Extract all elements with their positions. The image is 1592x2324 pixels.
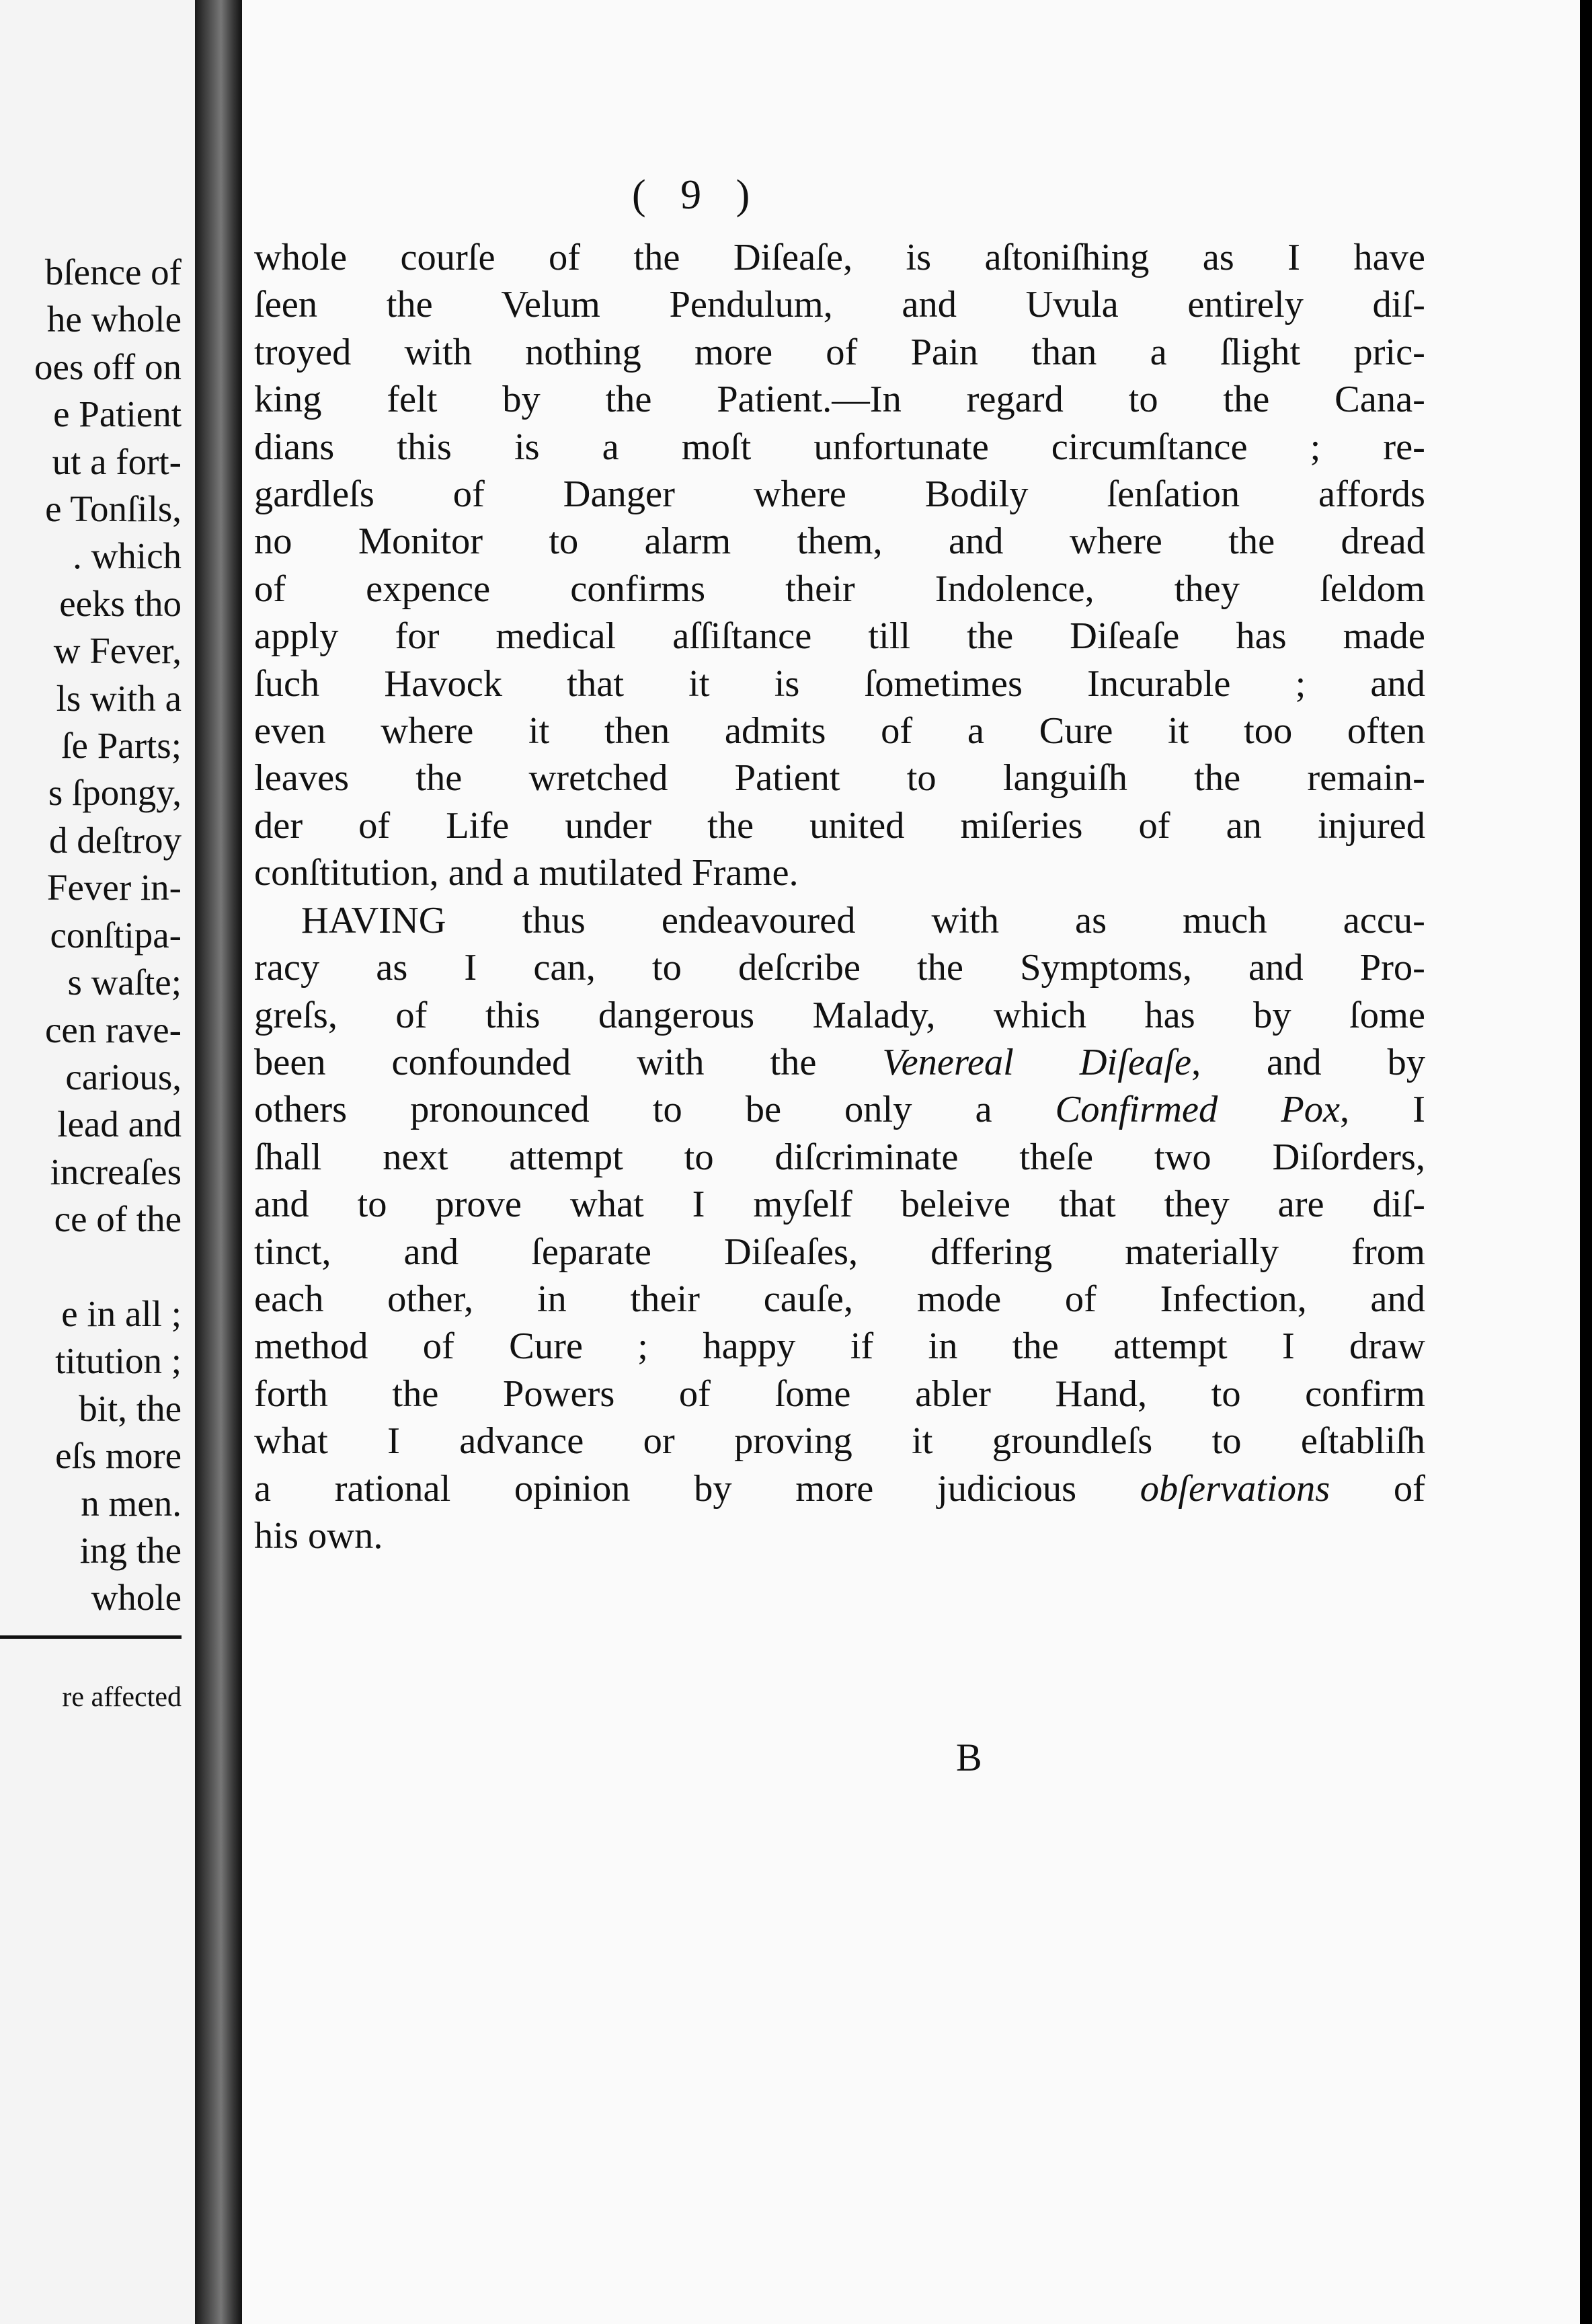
text-line: greſs, of this dangerous Malady, which has by ſome (254, 994, 1425, 1036)
facing-line: ls with a (56, 677, 182, 719)
text-line: his own. (254, 1514, 383, 1557)
text-line: tinct, and ſeparate Diſeaſes, dffering materially from (254, 1231, 1425, 1273)
facing-line: ce of the (54, 1198, 182, 1240)
facing-line: bit, the (79, 1387, 182, 1429)
facing-line (0, 1243, 182, 1290)
facing-line: ſe Parts; (61, 725, 182, 767)
footnote-rule (0, 1635, 182, 1639)
text-line: der of Life under the united miſeries of an injured (254, 804, 1425, 847)
text-line: forth the Powers of ſome abler Hand, to confirm (254, 1372, 1425, 1415)
facing-page-text (0, 249, 182, 1622)
text-line: king felt by the Patient.—In regard to the Cana- (254, 379, 1425, 421)
italic-term: Venereal Diſeaſe (882, 1041, 1192, 1083)
facing-line: carious, (65, 1056, 182, 1097)
text-line: gardleſs of Danger where Bodily ſenſation affords (254, 473, 1425, 516)
facing-line: e Patient (53, 393, 182, 435)
text-line: of expence confirms their Indolence, they ſeldom (254, 568, 1425, 610)
text-line: conſtitution, and a mutilated Frame. (254, 852, 799, 894)
facing-line: increaſes (50, 1151, 182, 1192)
facing-line: d deſtroy (48, 819, 182, 861)
facing-line: he whole (46, 299, 182, 340)
body-text (254, 234, 1425, 1559)
facing-line: cen rave- (44, 1009, 182, 1050)
text-segment: of (1330, 1467, 1425, 1510)
facing-line: eſs more (55, 1435, 182, 1477)
text-line (254, 1465, 1425, 1512)
facing-line: whole (91, 1577, 182, 1619)
facing-line: e in all ; (61, 1292, 182, 1334)
facing-line: titution ; (55, 1340, 182, 1382)
text-line: each other, in their cauſe, mode of Infection, and (254, 1278, 1425, 1320)
italic-term: Confirmed Pox (1055, 1089, 1341, 1131)
text-line: apply for medical aſſiſtance till the Diſeaſe has made (254, 615, 1425, 658)
text-line: ſeen the Velum Pendulum, and Uvula entirely diſ- (254, 284, 1425, 326)
text-line: ſuch Havock that it is ſometimes Incurable ; and (254, 662, 1425, 705)
text-line: method of Cure ; happy if in the attempt I draw (254, 1325, 1425, 1368)
text-segment: , and by (1191, 1041, 1425, 1083)
text-line (254, 1086, 1425, 1133)
facing-line: w Fever, (53, 630, 182, 672)
facing-footnote: re affected (62, 1682, 182, 1713)
facing-line: Fever in- (46, 867, 182, 908)
text-line (254, 1039, 1425, 1086)
text-line: whole courſe of the Diſeaſe, is aſtoniſhing as I have (254, 237, 1425, 278)
page (242, 0, 1580, 2324)
facing-page-fragment (0, 0, 195, 2324)
facing-line: n men. (81, 1482, 182, 1524)
text-line: racy as I can, to deſcribe the Symptoms, and Pro- (254, 947, 1425, 989)
signature-mark: B (956, 1736, 982, 1779)
facing-line: eeks tho (59, 582, 182, 624)
text-line: what I advance or proving it groundleſs to eſtabliſh (254, 1420, 1425, 1463)
text-line: HAVING thus endeavoured with as much accu- (301, 899, 1425, 941)
text-line: dians this is a moſt unfortunate circumſtance ; re- (254, 426, 1425, 468)
book-gutter (195, 0, 242, 2324)
facing-line: s ſpongy, (48, 772, 182, 814)
page-number: ( 9 ) (632, 172, 762, 218)
page-edge (1580, 0, 1592, 2324)
text-segment: been confounded with the (254, 1041, 883, 1083)
text-segment: , I (1340, 1089, 1425, 1131)
text-line: troyed with nothing more of Pain than a ſlight pric- (254, 331, 1425, 373)
text-line: and to prove what I myſelf beleive that they are diſ- (254, 1184, 1425, 1226)
facing-line: s waſte; (67, 962, 182, 1003)
facing-line: ing the (79, 1529, 182, 1571)
text-segment: a rational opinion by more judicious (254, 1467, 1140, 1510)
text-line: no Monitor to alarm them, and where the dread (254, 520, 1425, 563)
text-line: ſhall next attempt to diſcriminate theſe two Diſorders, (254, 1136, 1425, 1178)
facing-line: ut a fort- (52, 440, 182, 482)
facing-line: bſence of (44, 251, 182, 293)
facing-line: e Tonſils, (45, 488, 182, 530)
facing-line: . which (73, 535, 182, 577)
text-line: even where it then admits of a Cure it too often (254, 710, 1425, 752)
facing-line: conſtipa- (50, 914, 182, 956)
italic-term: obſervations (1140, 1467, 1330, 1510)
text-line: leaves the wretched Patient to languiſh the remain- (254, 757, 1425, 800)
text-segment: others pronounced to be only a (254, 1089, 1056, 1131)
facing-line: oes off on (34, 346, 182, 387)
facing-line: lead and (57, 1103, 182, 1145)
